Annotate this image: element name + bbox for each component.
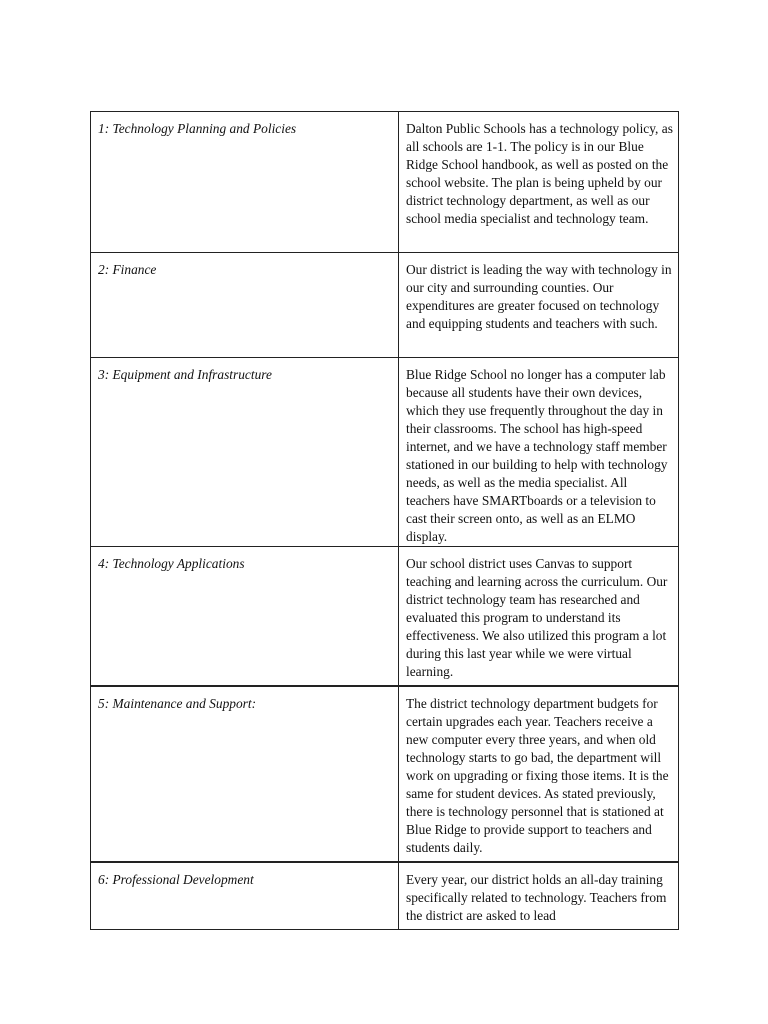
topic-cell: 2: Finance bbox=[91, 253, 399, 358]
table-row bbox=[91, 253, 679, 358]
description-cell: Every year, our district holds an all-day training specifically related to technology. Teachers from the district are asked to lead bbox=[399, 862, 679, 930]
table-row bbox=[91, 547, 679, 687]
table-row bbox=[91, 358, 679, 547]
description-cell: Dalton Public Schools has a technology policy, as all schools are 1-1. The policy is in our Blue Ridge School handbook, as well as posted on the school website. The plan is being upheld by our district technology department, as well as our school media specialist and technology team. bbox=[399, 112, 679, 253]
table-row bbox=[91, 862, 679, 930]
topic-cell: 5: Maintenance and Support: bbox=[91, 686, 399, 862]
description-cell: Blue Ridge School no longer has a computer lab because all students have their own devices, which they use frequently throughout the day in their classrooms. The school has high-speed internet, and we have a technology staff member stationed in our building to help with technology needs, as well as the media specialist. All teachers have SMARTboards or a television to cast their screen onto, as well as an ELMO display. bbox=[399, 358, 679, 547]
topic-cell: 3: Equipment and Infrastructure bbox=[91, 358, 399, 547]
description-cell: The district technology department budgets for certain upgrades each year. Teachers receive a new computer every three years, and when old technology starts to go bad, the department will work on upgrading or fixing those items. It is the same for student devices. As stated previously, there is technology personnel that is stationed at Blue Ridge to provide support to teachers and students daily. bbox=[399, 686, 679, 862]
topic-cell: 6: Professional Development bbox=[91, 862, 399, 930]
description-cell: Our district is leading the way with technology in our city and surrounding counties. Our expenditures are greater focused on technology and equipping students and teachers with such. bbox=[399, 253, 679, 358]
table-row bbox=[91, 686, 679, 862]
topic-cell: 1: Technology Planning and Policies bbox=[91, 112, 399, 253]
topic-cell: 4: Technology Applications bbox=[91, 547, 399, 687]
technology-plan-table bbox=[90, 111, 679, 930]
description-cell: Our school district uses Canvas to support teaching and learning across the curriculum. Our district technology team has researched and evaluated this program to understand its effectiveness. We also utilized this program a lot during this last year while we were virtual learning. bbox=[399, 547, 679, 687]
table-row bbox=[91, 112, 679, 253]
